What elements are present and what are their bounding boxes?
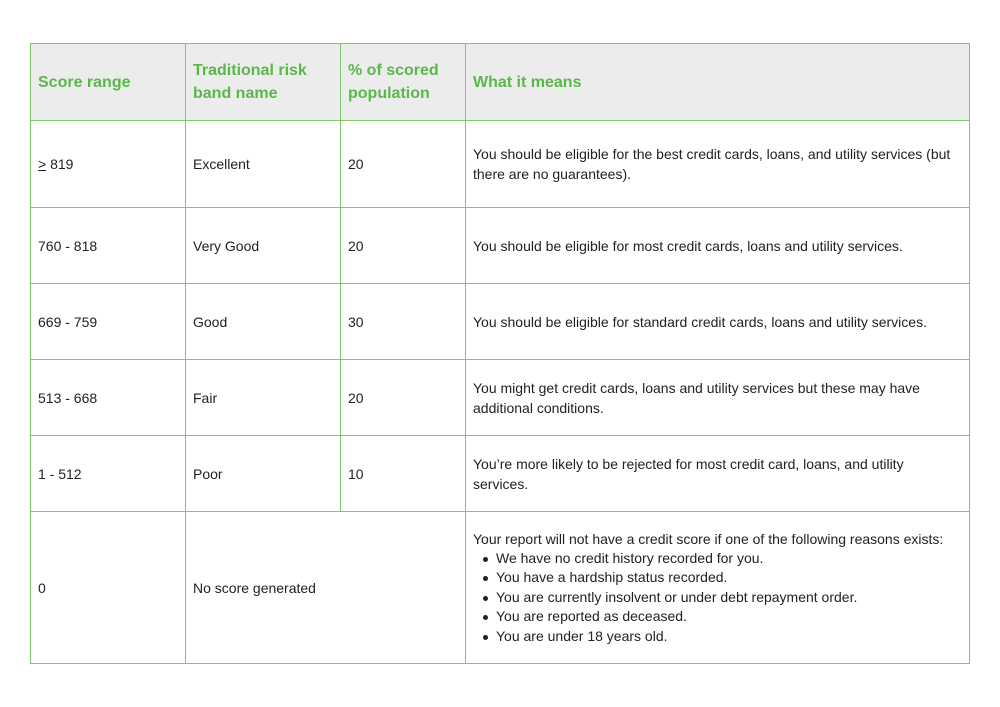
cell-meaning: You should be eligible for most credit cards, loans and utility services. xyxy=(466,208,970,284)
header-meaning: What it means xyxy=(466,44,970,121)
cell-band-name: Poor xyxy=(186,436,341,512)
table-row-no-score xyxy=(31,512,970,664)
cell-score-range: 669 - 759 xyxy=(31,284,186,360)
cell-meaning: You might get credit cards, loans and utility services but these may have additional conditions. xyxy=(466,360,970,436)
greater-equal-symbol: > xyxy=(38,156,47,172)
cell-band-name: Fair xyxy=(186,360,341,436)
list-item: You have a hardship status recorded. xyxy=(496,568,962,588)
table-row xyxy=(31,208,970,284)
cell-percent: 20 xyxy=(341,208,466,284)
table-row xyxy=(31,436,970,512)
credit-score-table xyxy=(30,43,970,664)
cell-score-range: 1 - 512 xyxy=(31,436,186,512)
cell-score-range xyxy=(31,121,186,208)
cell-score-range: 513 - 668 xyxy=(31,360,186,436)
cell-score-range: 0 xyxy=(31,512,186,664)
cell-band-name: Good xyxy=(186,284,341,360)
header-row xyxy=(31,44,970,121)
cell-percent: 20 xyxy=(341,121,466,208)
no-score-reasons-list xyxy=(473,549,962,647)
score-range-value: 819 xyxy=(46,156,74,172)
cell-meaning: You’re more likely to be rejected for most credit card, loans, and utility services. xyxy=(466,436,970,512)
cell-percent: 30 xyxy=(341,284,466,360)
cell-band-name: Excellent xyxy=(186,121,341,208)
list-item: You are currently insolvent or under debt repayment order. xyxy=(496,588,962,608)
table-row xyxy=(31,360,970,436)
table-row xyxy=(31,284,970,360)
no-score-intro: Your report will not have a credit score if one of the following reasons exists: xyxy=(473,530,944,547)
cell-band-name: Very Good xyxy=(186,208,341,284)
table-header xyxy=(31,44,970,121)
cell-percent: 20 xyxy=(341,360,466,436)
cell-percent: 10 xyxy=(341,436,466,512)
header-risk-band: Traditional risk band name xyxy=(186,44,341,121)
list-item: We have no credit history recorded for you. xyxy=(496,549,962,569)
cell-meaning: You should be eligible for the best credit cards, loans, and utility services (but there are no guarantees). xyxy=(466,121,970,208)
header-percent-population: % of scored population xyxy=(341,44,466,121)
cell-meaning: You should be eligible for standard credit cards, loans and utility services. xyxy=(466,284,970,360)
list-item: You are under 18 years old. xyxy=(496,627,962,647)
table-body xyxy=(31,121,970,664)
list-item: You are reported as deceased. xyxy=(496,607,962,627)
header-score-range: Score range xyxy=(31,44,186,121)
table-row xyxy=(31,121,970,208)
cell-band-name: No score generated xyxy=(186,512,466,664)
cell-score-range: 760 - 818 xyxy=(31,208,186,284)
cell-meaning xyxy=(466,512,970,664)
